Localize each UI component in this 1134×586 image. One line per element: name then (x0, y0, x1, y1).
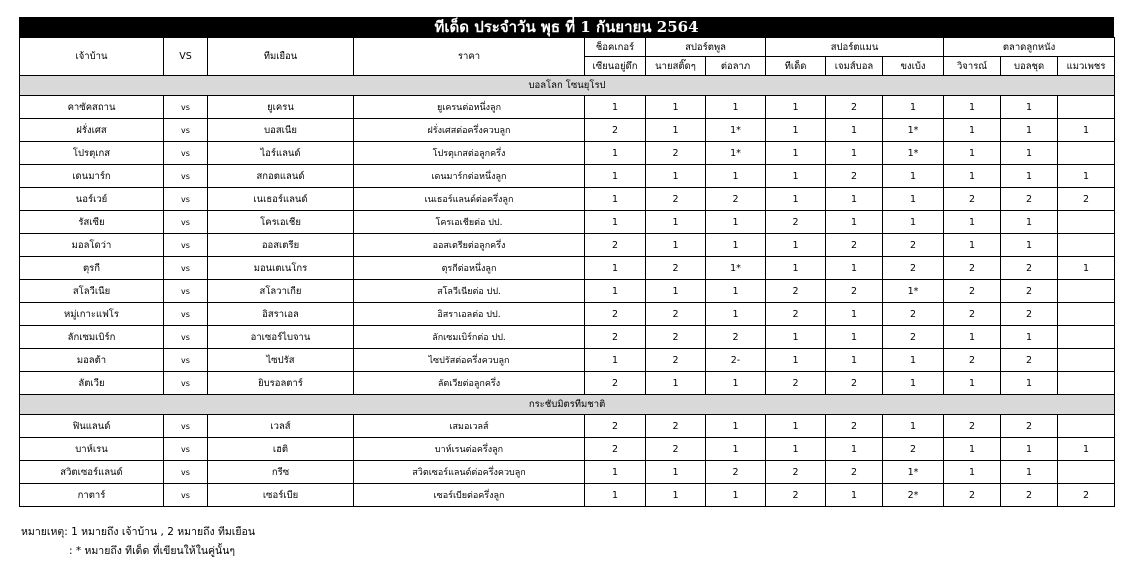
away-team: เซอร์เบีย (208, 484, 354, 507)
pick-cell: 1 (1058, 257, 1115, 280)
away-team: ไอร์แลนด์ (208, 142, 354, 165)
pick-cell: 1 (1001, 211, 1058, 234)
pick-cell: 1 (706, 96, 766, 119)
sub-header: นายสติ๊ดๆ (646, 57, 706, 76)
vs-label: vs (164, 188, 208, 211)
pick-cell: 1 (706, 165, 766, 188)
pick-cell: 1 (646, 165, 706, 188)
tips-sheet (19, 17, 1114, 507)
header-vs: VS (164, 38, 208, 76)
pick-cell: 1 (1001, 96, 1058, 119)
home-team: ฝรั่งเศส (20, 119, 164, 142)
vs-label: vs (164, 372, 208, 395)
pick-cell: 1 (585, 142, 646, 165)
pick-cell: 2 (646, 326, 706, 349)
pick-cell: 1* (706, 142, 766, 165)
home-team: กาตาร์ (20, 484, 164, 507)
section-header: กระชับมิตรทีมชาติ (20, 395, 1115, 415)
sub-header: ต่อลาภ (706, 57, 766, 76)
pick-cell: 1 (585, 349, 646, 372)
pick-cell: 1 (585, 484, 646, 507)
pick-cell: 1 (1001, 461, 1058, 484)
pick-cell: 2 (706, 461, 766, 484)
pick-cell: 1 (706, 303, 766, 326)
pick-cell: 2 (706, 326, 766, 349)
home-team: สโลวีเนีย (20, 280, 164, 303)
vs-label: vs (164, 211, 208, 234)
pick-cell: 2 (646, 415, 706, 438)
pick-cell: 1 (706, 211, 766, 234)
away-team: สกอตแลนด์ (208, 165, 354, 188)
pick-cell: 2 (706, 188, 766, 211)
pick-cell: 1 (585, 165, 646, 188)
pick-cell: 2 (944, 349, 1001, 372)
pick-cell: 1 (883, 372, 944, 395)
away-team: สโลวาเกีย (208, 280, 354, 303)
home-team: ตุรกี (20, 257, 164, 280)
group-talad-lukhnang: ตลาดลูกหนัง (944, 38, 1115, 57)
pick-cell: 1* (706, 119, 766, 142)
pick-cell: 1 (1001, 119, 1058, 142)
price: เนเธอร์แลนด์ต่อครึ่งลูก (354, 188, 585, 211)
pick-cell: 2 (1058, 484, 1115, 507)
pick-cell: 2 (1058, 188, 1115, 211)
pick-cell: 1 (944, 96, 1001, 119)
pick-cell: 2 (646, 257, 706, 280)
pick-cell: 1 (826, 119, 883, 142)
pick-cell: 1 (883, 188, 944, 211)
pick-cell: 1 (585, 211, 646, 234)
pick-cell: 1 (1058, 119, 1115, 142)
home-team: หมู่เกาะแฟโร (20, 303, 164, 326)
vs-label: vs (164, 234, 208, 257)
pick-cell: 2 (883, 326, 944, 349)
pick-cell: 1 (585, 96, 646, 119)
pick-cell: 1 (944, 211, 1001, 234)
vs-label: vs (164, 280, 208, 303)
pick-cell: 1 (766, 96, 826, 119)
pick-cell: 2 (585, 415, 646, 438)
price: สโลวีเนียต่อ ปป. (354, 280, 585, 303)
vs-label: vs (164, 484, 208, 507)
away-team: ยิบรอลตาร์ (208, 372, 354, 395)
pick-cell: 2 (1001, 484, 1058, 507)
pick-cell (1058, 211, 1115, 234)
pick-cell: 2 (1001, 415, 1058, 438)
pick-cell: 1 (766, 165, 826, 188)
pick-cell: 1 (1058, 438, 1115, 461)
away-team: ไซปรัส (208, 349, 354, 372)
pick-cell: 2 (766, 211, 826, 234)
pick-cell: 1 (646, 484, 706, 507)
away-team: เฮติ (208, 438, 354, 461)
pick-cell: 1 (646, 96, 706, 119)
vs-label: vs (164, 415, 208, 438)
home-team: เดนมาร์ก (20, 165, 164, 188)
vs-label: vs (164, 438, 208, 461)
pick-cell: 2 (826, 461, 883, 484)
sub-header: ขงเบ้ง (883, 57, 944, 76)
pick-cell: 1 (883, 415, 944, 438)
pick-cell (1058, 461, 1115, 484)
home-team: สวิตเซอร์แลนด์ (20, 461, 164, 484)
pick-cell: 2 (1001, 280, 1058, 303)
sub-header: บอลชุด (1001, 57, 1058, 76)
pick-cell: 2 (944, 188, 1001, 211)
price: บาห์เรนต่อครึ่งลูก (354, 438, 585, 461)
pick-cell: 1 (1001, 326, 1058, 349)
pick-cell: 1 (766, 234, 826, 257)
header-home: เจ้าบ้าน (20, 38, 164, 76)
pick-cell: 2 (883, 234, 944, 257)
pick-cell (1058, 142, 1115, 165)
price: ยูเครนต่อหนึ่งลูก (354, 96, 585, 119)
table-row (20, 372, 1115, 395)
pick-cell: 2 (766, 303, 826, 326)
home-team: บาห์เรน (20, 438, 164, 461)
pick-cell: 2 (944, 415, 1001, 438)
pick-cell: 1 (585, 461, 646, 484)
pick-cell: 1 (646, 119, 706, 142)
pick-cell: 1 (706, 438, 766, 461)
pick-cell: 2 (826, 415, 883, 438)
group-sportpool: สปอร์ตพูล (646, 38, 766, 57)
price: โครเอเชียต่อ ปป. (354, 211, 585, 234)
pick-cell: 1* (706, 257, 766, 280)
pick-cell (1058, 326, 1115, 349)
pick-cell: 1 (706, 280, 766, 303)
tips-table (19, 37, 1115, 507)
away-team: มอนเตเนโกร (208, 257, 354, 280)
pick-cell: 2 (585, 372, 646, 395)
pick-cell: 1 (826, 142, 883, 165)
pick-cell: 1 (766, 119, 826, 142)
pick-cell: 1 (883, 211, 944, 234)
pick-cell: 2 (826, 96, 883, 119)
vs-label: vs (164, 326, 208, 349)
pick-cell: 2 (766, 372, 826, 395)
table-row (20, 326, 1115, 349)
pick-cell: 1 (944, 165, 1001, 188)
price: โปรตุเกสต่อลูกครึ่ง (354, 142, 585, 165)
pick-cell: 1 (826, 438, 883, 461)
pick-cell: 1 (883, 96, 944, 119)
pick-cell: 1 (766, 188, 826, 211)
away-team: โครเอเชีย (208, 211, 354, 234)
table-row (20, 257, 1115, 280)
table-row (20, 461, 1115, 484)
table-row (20, 165, 1115, 188)
table-row (20, 142, 1115, 165)
pick-cell: 2 (944, 257, 1001, 280)
pick-cell: 1 (1001, 165, 1058, 188)
sub-header: เจมส์บอล (826, 57, 883, 76)
pick-cell: 2 (944, 280, 1001, 303)
pick-cell: 1 (944, 461, 1001, 484)
away-team: ยูเครน (208, 96, 354, 119)
pick-cell: 2 (585, 438, 646, 461)
pick-cell: 1 (646, 280, 706, 303)
pick-cell: 1 (944, 326, 1001, 349)
pick-cell: 2 (585, 119, 646, 142)
pick-cell: 1 (766, 415, 826, 438)
table-row (20, 280, 1115, 303)
vs-label: vs (164, 96, 208, 119)
pick-cell: 2 (585, 326, 646, 349)
away-team: ออสเตรีย (208, 234, 354, 257)
price: อิสราเอลต่อ ปป. (354, 303, 585, 326)
pick-cell: 2 (826, 234, 883, 257)
pick-cell: 2 (826, 280, 883, 303)
sub-header: เซียนอยู่ดึก (585, 57, 646, 76)
pick-cell: 1 (766, 326, 826, 349)
price: ตุรกีต่อหนึ่งลูก (354, 257, 585, 280)
pick-cell: 2 (883, 303, 944, 326)
table-row (20, 415, 1115, 438)
header-price: ราคา (354, 38, 585, 76)
table-row (20, 438, 1115, 461)
away-team: อิสราเอล (208, 303, 354, 326)
pick-cell: 1 (646, 234, 706, 257)
section-header: บอลโลก โซนยุโรป (20, 76, 1115, 96)
pick-cell (1058, 415, 1115, 438)
pick-cell: 1 (883, 165, 944, 188)
price: เซอร์เบียต่อครึ่งลูก (354, 484, 585, 507)
page-title: ทีเด็ด ประจำวัน พุธ ที่ 1 กันยายน 2564 (19, 17, 1114, 37)
price: ลัตเวียต่อลูกครึ่ง (354, 372, 585, 395)
pick-cell: 1 (944, 142, 1001, 165)
home-team: ลัตเวีย (20, 372, 164, 395)
group-shocker: ช็อคเกอร์ (585, 38, 646, 57)
pick-cell: 1 (944, 119, 1001, 142)
pick-cell: 2 (826, 372, 883, 395)
pick-cell: 1 (646, 211, 706, 234)
away-team: บอสเนีย (208, 119, 354, 142)
pick-cell: 1 (706, 484, 766, 507)
pick-cell: 1 (883, 349, 944, 372)
pick-cell: 2 (646, 142, 706, 165)
pick-cell: 2* (883, 484, 944, 507)
table-row (20, 211, 1115, 234)
pick-cell: 1 (826, 257, 883, 280)
pick-cell: 2 (1001, 257, 1058, 280)
pick-cell: 2 (883, 438, 944, 461)
pick-cell: 1 (646, 372, 706, 395)
home-team: นอร์เวย์ (20, 188, 164, 211)
pick-cell: 1 (1001, 234, 1058, 257)
pick-cell: 1 (585, 257, 646, 280)
pick-cell: 2 (883, 257, 944, 280)
pick-cell: 1 (826, 484, 883, 507)
away-team: อาเซอร์ไบจาน (208, 326, 354, 349)
pick-cell: 1 (766, 257, 826, 280)
pick-cell: 2 (944, 303, 1001, 326)
note-line: : * หมายถึง ทีเด็ด ที่เขียนให้ในคู่นั้นๆ (69, 545, 236, 557)
pick-cell (1058, 234, 1115, 257)
pick-cell: 1 (826, 326, 883, 349)
price: ฝรั่งเศสต่อครึ่งควบลูก (354, 119, 585, 142)
pick-cell (1058, 280, 1115, 303)
pick-cell: 2- (706, 349, 766, 372)
pick-cell: 1 (1001, 372, 1058, 395)
pick-cell: 2 (766, 280, 826, 303)
pick-cell: 1 (944, 438, 1001, 461)
pick-cell: 2 (585, 234, 646, 257)
pick-cell: 2 (646, 188, 706, 211)
pick-cell (1058, 349, 1115, 372)
home-team: ฟินแลนด์ (20, 415, 164, 438)
pick-cell: 1 (706, 415, 766, 438)
pick-cell: 2 (826, 165, 883, 188)
table-row (20, 96, 1115, 119)
price: เดนมาร์กต่อหนึ่งลูก (354, 165, 585, 188)
table-body (20, 76, 1115, 507)
pick-cell: 1* (883, 461, 944, 484)
vs-label: vs (164, 349, 208, 372)
table-row (20, 234, 1115, 257)
sub-header: แมวเพชร (1058, 57, 1115, 76)
price: สวิตเซอร์แลนด์ต่อครึ่งควบลูก (354, 461, 585, 484)
price: เสมอเวลส์ (354, 415, 585, 438)
pick-cell: 1 (706, 372, 766, 395)
table-row (20, 349, 1115, 372)
pick-cell: 1 (826, 349, 883, 372)
pick-cell: 1 (826, 303, 883, 326)
away-team: เวลส์ (208, 415, 354, 438)
pick-cell: 1 (585, 280, 646, 303)
header-away: ทีมเยือน (208, 38, 354, 76)
price: ออสเตรียต่อลูกครึ่ง (354, 234, 585, 257)
table-row (20, 119, 1115, 142)
vs-label: vs (164, 303, 208, 326)
pick-cell: 1* (883, 119, 944, 142)
vs-label: vs (164, 119, 208, 142)
pick-cell: 1 (766, 142, 826, 165)
home-team: มอลโดว่า (20, 234, 164, 257)
pick-cell: 1 (1001, 142, 1058, 165)
sub-header: ทีเด็ด (766, 57, 826, 76)
sub-header: วิจารณ์ (944, 57, 1001, 76)
pick-cell: 1 (766, 438, 826, 461)
pick-cell: 1 (826, 211, 883, 234)
pick-cell: 2 (944, 484, 1001, 507)
vs-label: vs (164, 257, 208, 280)
pick-cell: 1 (826, 188, 883, 211)
pick-cell: 1 (766, 349, 826, 372)
pick-cell: 2 (585, 303, 646, 326)
vs-label: vs (164, 165, 208, 188)
pick-cell: 1 (585, 188, 646, 211)
home-team: คาซัคสถาน (20, 96, 164, 119)
pick-cell: 1 (1058, 165, 1115, 188)
pick-cell: 2 (646, 438, 706, 461)
price: ลักเซมเบิร์กต่อ ปป. (354, 326, 585, 349)
footnotes (21, 523, 255, 561)
pick-cell: 1 (944, 372, 1001, 395)
pick-cell: 2 (1001, 349, 1058, 372)
pick-cell: 1* (883, 280, 944, 303)
pick-cell: 2 (1001, 303, 1058, 326)
pick-cell: 2 (1001, 188, 1058, 211)
pick-cell: 1 (706, 234, 766, 257)
table-row (20, 484, 1115, 507)
pick-cell: 1 (944, 234, 1001, 257)
pick-cell: 1* (883, 142, 944, 165)
pick-cell: 2 (766, 484, 826, 507)
away-team: กรีซ (208, 461, 354, 484)
pick-cell: 2 (646, 349, 706, 372)
price: ไซปรัสต่อครึ่งควบลูก (354, 349, 585, 372)
pick-cell: 1 (1001, 438, 1058, 461)
pick-cell (1058, 303, 1115, 326)
vs-label: vs (164, 142, 208, 165)
vs-label: vs (164, 461, 208, 484)
pick-cell: 1 (646, 461, 706, 484)
pick-cell (1058, 96, 1115, 119)
pick-cell (1058, 372, 1115, 395)
pick-cell: 2 (646, 303, 706, 326)
table-row (20, 303, 1115, 326)
away-team: เนเธอร์แลนด์ (208, 188, 354, 211)
home-team: มอลต้า (20, 349, 164, 372)
home-team: โปรตุเกส (20, 142, 164, 165)
pick-cell: 2 (766, 461, 826, 484)
group-sportsman: สปอร์ตแมน (766, 38, 944, 57)
note-line: หมายเหตุ: 1 หมายถึง เจ้าบ้าน , 2 หมายถึง ทีมเยือน (21, 526, 256, 538)
home-team: รัสเซีย (20, 211, 164, 234)
home-team: ลักเซมเบิร์ก (20, 326, 164, 349)
table-row (20, 188, 1115, 211)
